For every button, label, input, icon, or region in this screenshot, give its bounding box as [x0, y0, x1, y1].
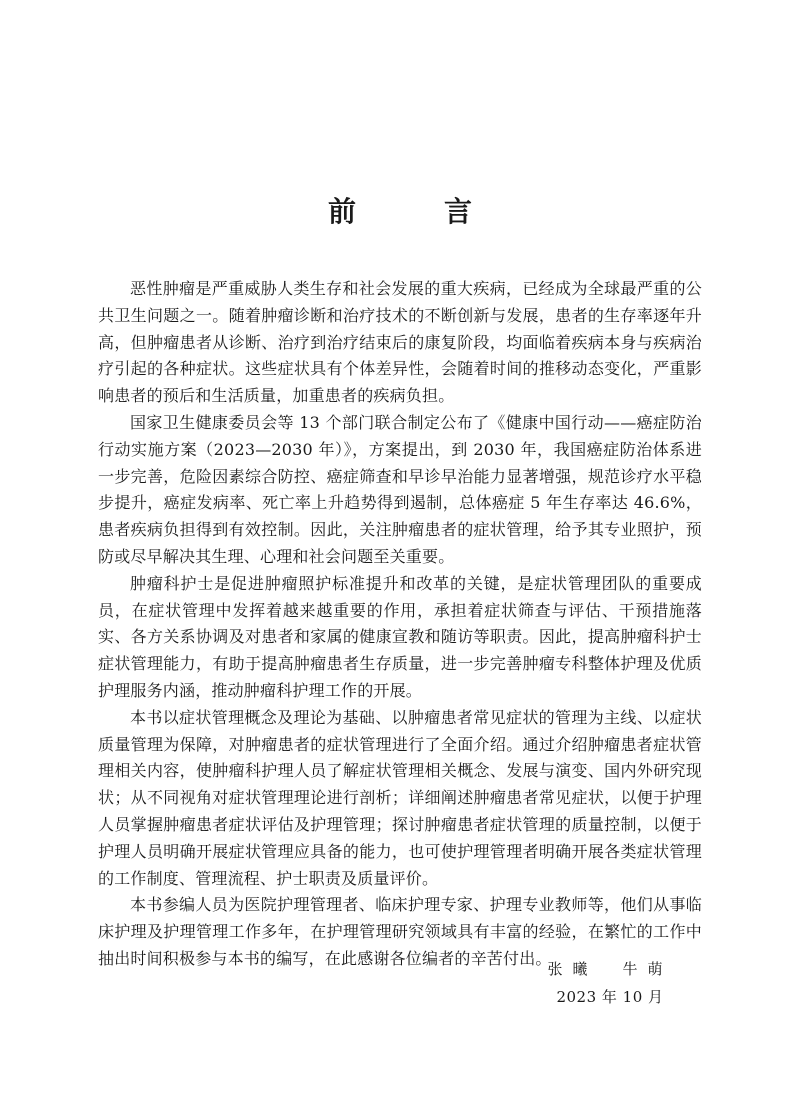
paragraph-3: 肿瘤科护士是促进肿瘤照护标准提升和改革的关键，是症状管理团队的重要成员，在症状管理中发挥着越来越重要的作用，承担着症状筛查与评估、干预措施落实、各方关系协调及对患者和家属的健康宣教和随访等职责。因此，提高肿瘤科护士症状管理能力，有助于提高肿瘤患者生存质量，进一步完善肿瘤专科整体护理及优质护理服务内涵，推动肿瘤科护理工作的开展。 [98, 573, 702, 700]
signature-date: 2023 年 10 月 [556, 988, 664, 1006]
paragraph-1: 恶性肿瘤是严重威胁人类生存和社会发展的重大疾病，已经成为全球最严重的公共卫生问题之一。随着肿瘤诊断和治疗技术的不断创新与发展，患者的生存率逐年升高，但肿瘤患者从诊断、治疗到治疗结束后的康复阶段，均面临着疾病本身与疾病治疗引起的各种症状。这些症状具有个体差异性，会随着时间的推移动态变化，严重影响患者的预后和生活质量，加重患者的疾病负担。 [98, 279, 702, 406]
signature-block [540, 955, 680, 1011]
paragraph-4: 本书以症状管理概念及理论为基础、以肿瘤患者常见症状的管理为主线、以症状质量管理为保障，对肿瘤患者的症状管理进行了全面介绍。通过介绍肿瘤患者症状管理相关内容，使肿瘤科护理人员了解症状管理相关概念、发展与演变、国内外研究现状；从不同视角对症状管理理论进行剖析；详细阐述肿瘤患者常见症状，以便于护理人员掌握肿瘤患者症状评估及护理管理；探讨肿瘤患者症状管理的质量控制，以便于护理人员明确开展症状管理应具备的能力，也可使护理管理者明确开展各类症状管理的工作制度、管理流程、护士职责及质量评价。 [98, 707, 702, 888]
page-title: 前 言 [327, 195, 502, 228]
preface-body [98, 276, 702, 973]
paragraph-5: 本书参编人员为医院护理管理者、临床护理专家、护理专业教师等，他们从事临床护理及护理管理工作多年，在护理管理研究领域具有丰富的经验，在繁忙的工作中抽出时间积极参与本书的编写，在此感谢各位编者的辛苦付出。 [98, 895, 702, 968]
paragraph-2: 国家卫生健康委员会等 13 个部门联合制定公布了《健康中国行动——癌症防治行动实施方案（2023—2030 年）》，方案提出，到 2030 年，我国癌症防治体系进一步完善，危险因素综合防控、癌症筛查和早诊早治能力显著增强，规范诊疗水平稳步提升，癌症发病率、死亡率上升趋势得到遏制，总体癌症 5 年生存率达 46.6%，患者疾病负担得到有效控制。因此，关注肿瘤患者的症状管理，给予其专业照护，预防或尽早解决其生理、心理和社会问题至关重要。 [98, 412, 702, 566]
author-names: 张曦 牛萌 [547, 960, 673, 978]
